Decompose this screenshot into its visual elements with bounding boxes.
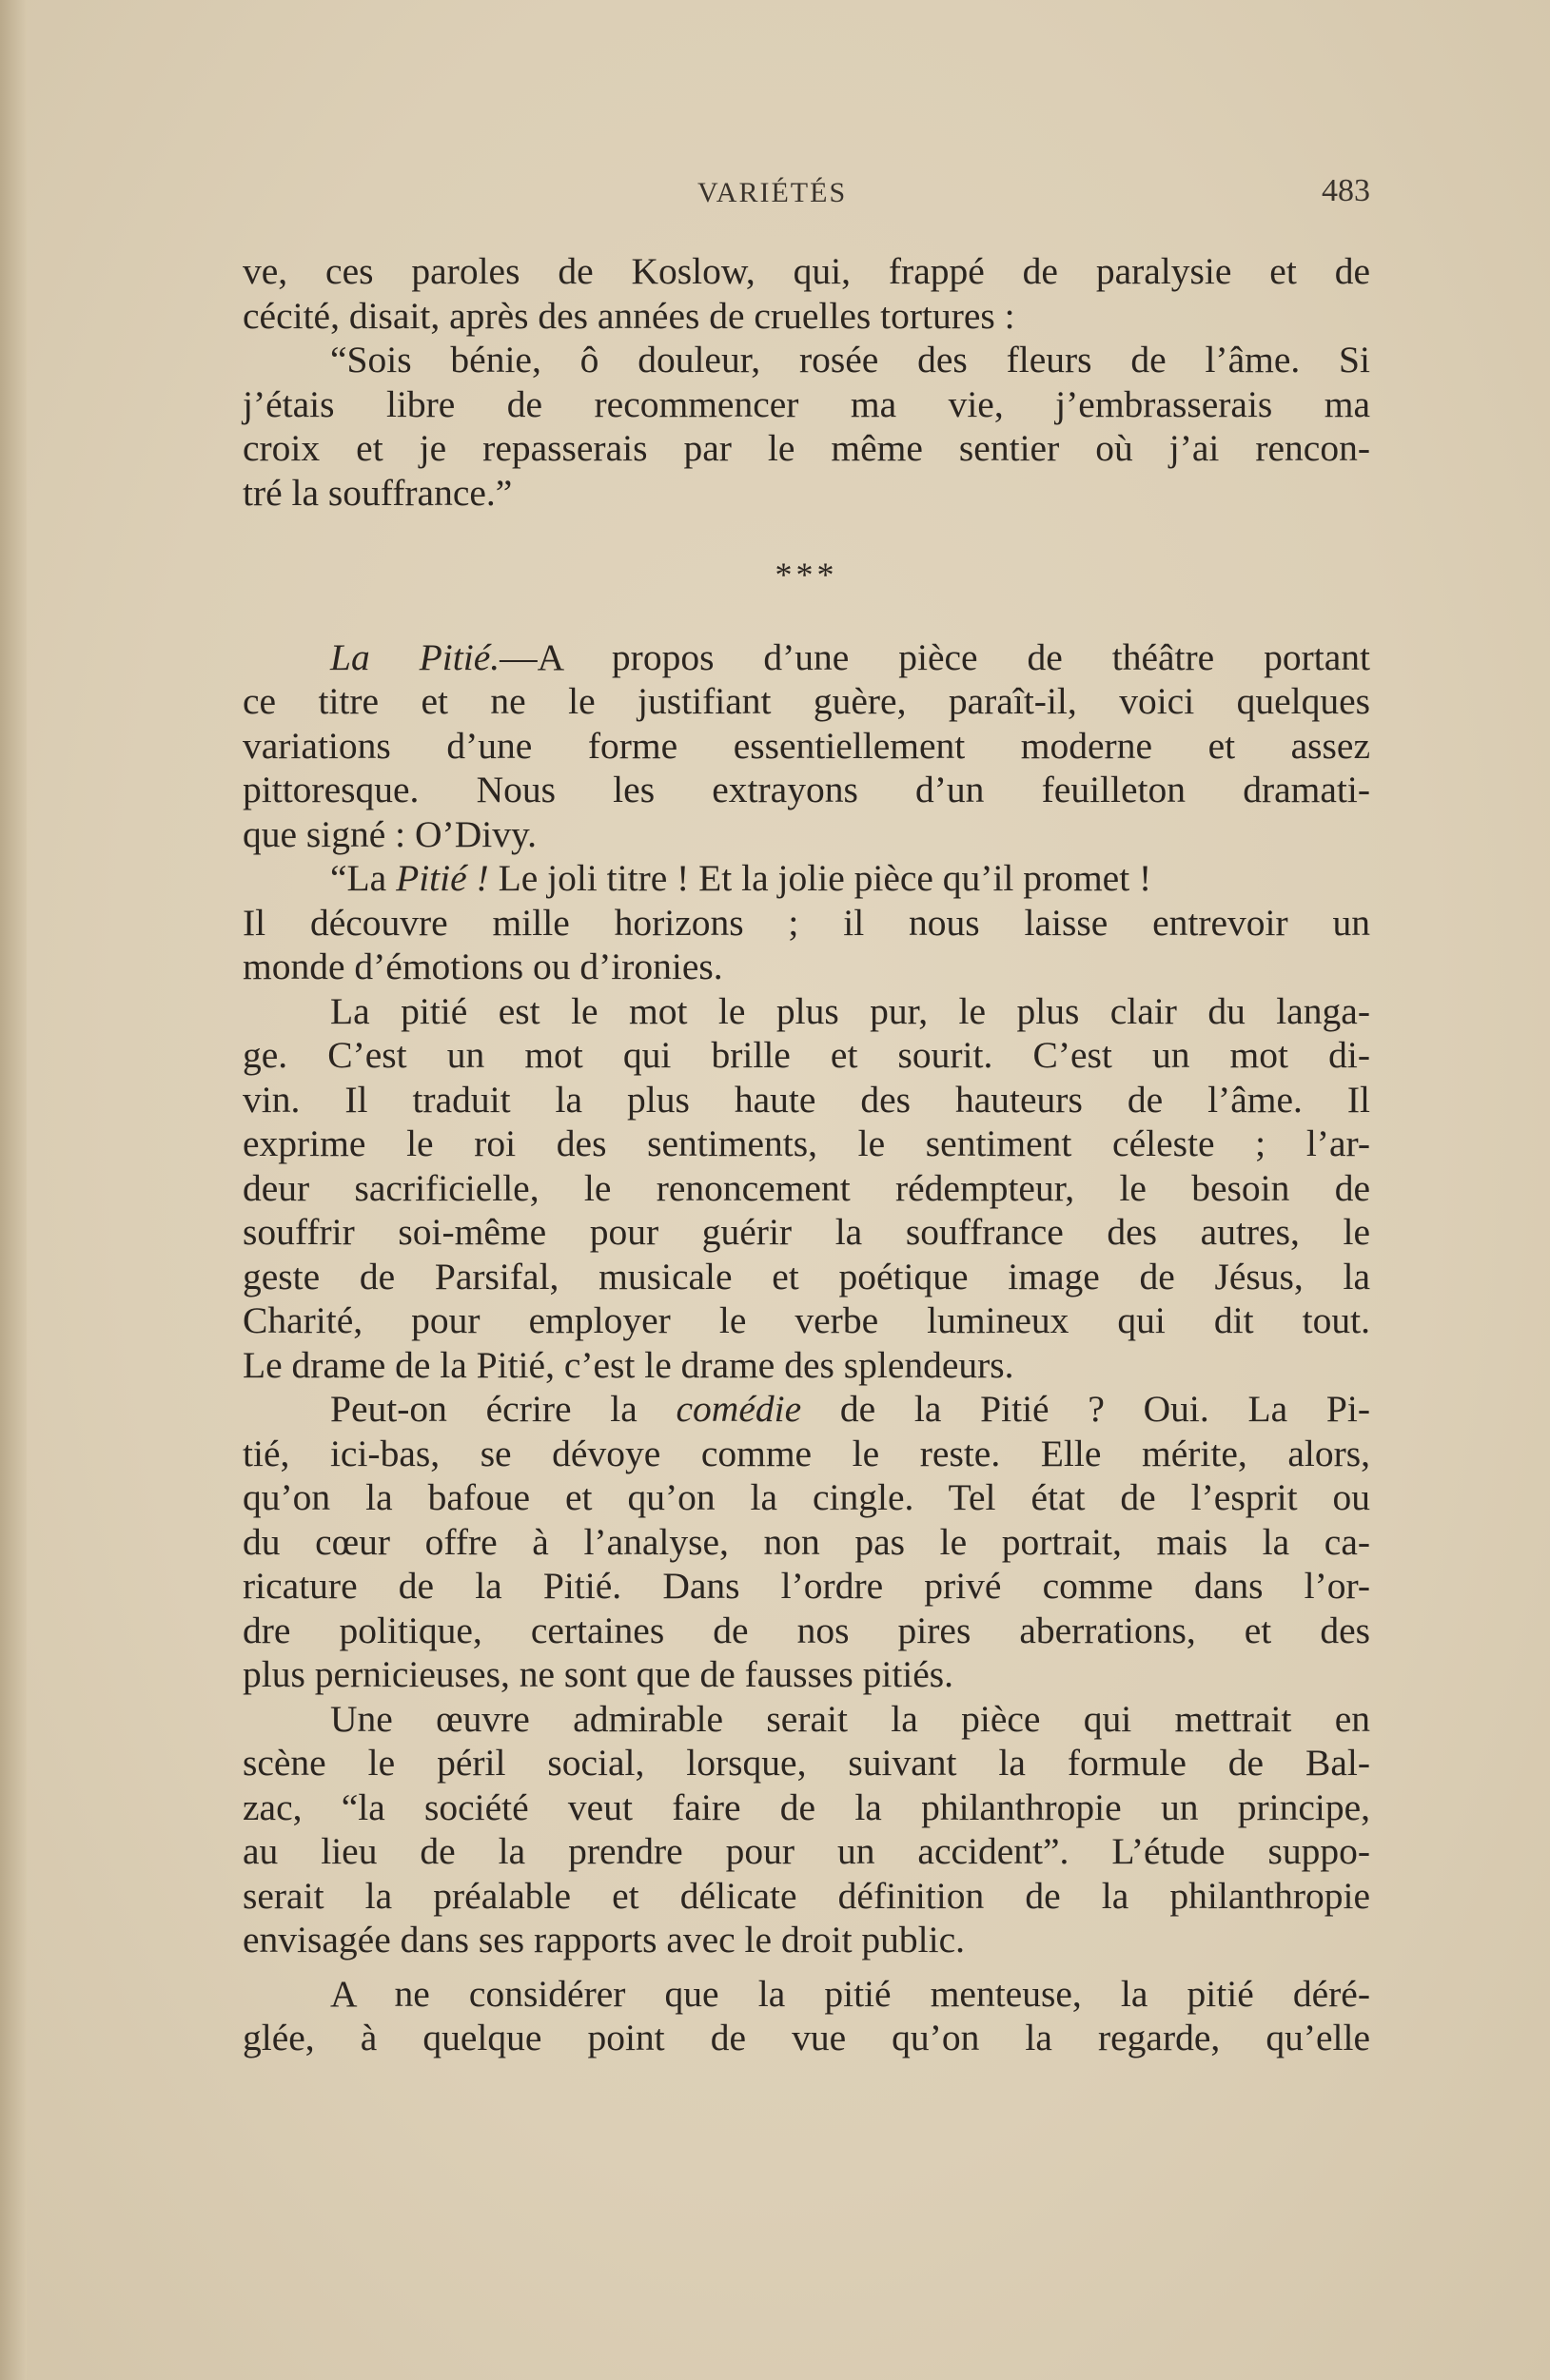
text-line: souffrir soi-même pour guérir la souffrance des autres, le: [243, 1211, 1370, 1253]
text-line: qu’on la bafoue et qu’on la cingle. Tel état de l’esprit ou: [243, 1476, 1370, 1518]
text-line: “Sois bénie, ô douleur, rosée des fleurs de l’âme. Si: [330, 339, 1370, 380]
text-line: variations d’une forme essentiellement moderne et assez: [243, 724, 1370, 767]
text-run: de la Pitié ? Oui. La Pi-: [801, 1388, 1370, 1430]
text-line: tré la souffrance.”: [243, 471, 513, 514]
text-line: plus pernicieuses, ne sont que de fausses pitiés.: [243, 1653, 954, 1695]
text-line: scène le péril social, lorsque, suivant la formule de Bal-: [243, 1742, 1370, 1784]
asterism: ***: [775, 556, 838, 594]
body-text: [243, 249, 1370, 2060]
text-line: ce titre et ne le justifiant guère, paraît-il, voici quelques: [243, 680, 1370, 722]
page-header: [243, 173, 1370, 215]
text-line: tié, ici-bas, se dévoye comme le reste. Elle mérite, alors,: [243, 1432, 1370, 1474]
text-line: cécité, disait, après des années de cruelles tortures :: [243, 294, 1015, 337]
text-line: [243, 635, 1370, 680]
text-line: zac, “la société veut faire de la philanthropie un principe,: [243, 1785, 1370, 1828]
text-line: A ne considérer que la pitié menteuse, la pitié déré-: [330, 1972, 1370, 2015]
text-line: Charité, pour employer le verbe lumineux qui dit tout.: [243, 1299, 1370, 1341]
text-line: dre politique, certaines de nos pires aberrations, et des: [243, 1609, 1370, 1651]
text-line: La pitié est le mot le plus pur, le plus clair du langa-: [330, 989, 1370, 1032]
text-run: —A propos d’une pièce de théâtre portant: [500, 635, 1370, 678]
italic-run: comédie: [676, 1388, 802, 1430]
section-title: La Pitié.: [330, 635, 500, 678]
text-line: [243, 1387, 1370, 1432]
text-line: geste de Parsifal, musicale et poétique image de Jésus, la: [243, 1255, 1370, 1297]
page-gutter-shadow: [0, 0, 27, 2380]
text-line: pittoresque. Nous les extrayons d’un feuilleton dramati-: [243, 769, 1370, 810]
running-head: VARIÉTÉS: [697, 177, 848, 208]
text-line: vin. Il traduit la plus haute des hauteurs de l’âme. Il: [243, 1078, 1370, 1121]
section-separator: [243, 553, 1370, 597]
page-number: 483: [1322, 173, 1370, 208]
text-line: exprime le roi des sentiments, le sentiment céleste ; l’ar-: [243, 1122, 1370, 1164]
text-run: Le joli titre ! Et la jolie pièce qu’il promet !: [488, 857, 1152, 899]
text-line: au lieu de la prendre pour un accident”. L’étude suppo-: [243, 1830, 1370, 1872]
text-line: du cœur offre à l’analyse, non pas le portrait, mais la ca-: [243, 1520, 1370, 1563]
text-line: deur sacrificielle, le renoncement rédempteur, le besoin de: [243, 1166, 1370, 1209]
text-run: Peut-on écrire la: [330, 1388, 677, 1430]
text-run: “La: [330, 857, 397, 899]
text-line: envisagée dans ses rapports avec le droit public.: [243, 1919, 966, 1961]
text-line: ge. C’est un mot qui brille et sourit. C’est un mot di-: [243, 1034, 1370, 1076]
italic-run: Pitié !: [396, 857, 489, 899]
text-line: [243, 856, 1370, 901]
text-line: monde d’émotions ou d’ironies.: [243, 946, 723, 987]
text-line: que signé : O’Divy.: [243, 812, 537, 855]
text-line: croix et je repasserais par le même sentier où j’ai rencon-: [243, 427, 1370, 469]
text-line: ve, ces paroles de Koslow, qui, frappé de paralysie et de: [243, 250, 1370, 292]
text-line: Le drame de la Pitié, c’est le drame des splendeurs.: [243, 1343, 1014, 1386]
text-line: serait la préalable et délicate définition de la philanthropie: [243, 1874, 1370, 1917]
text-line: Il découvre mille horizons ; il nous laisse entrevoir un: [243, 901, 1370, 944]
text-line: j’étais libre de recommencer ma vie, j’embrasserais ma: [243, 382, 1370, 425]
text-line: Une œuvre admirable serait la pièce qui mettrait en: [330, 1697, 1370, 1740]
text-line: ricature de la Pitié. Dans l’ordre privé comme dans l’or-: [243, 1565, 1370, 1607]
text-line: glée, à quelque point de vue qu’on la regarde, qu’elle: [243, 2017, 1370, 2058]
